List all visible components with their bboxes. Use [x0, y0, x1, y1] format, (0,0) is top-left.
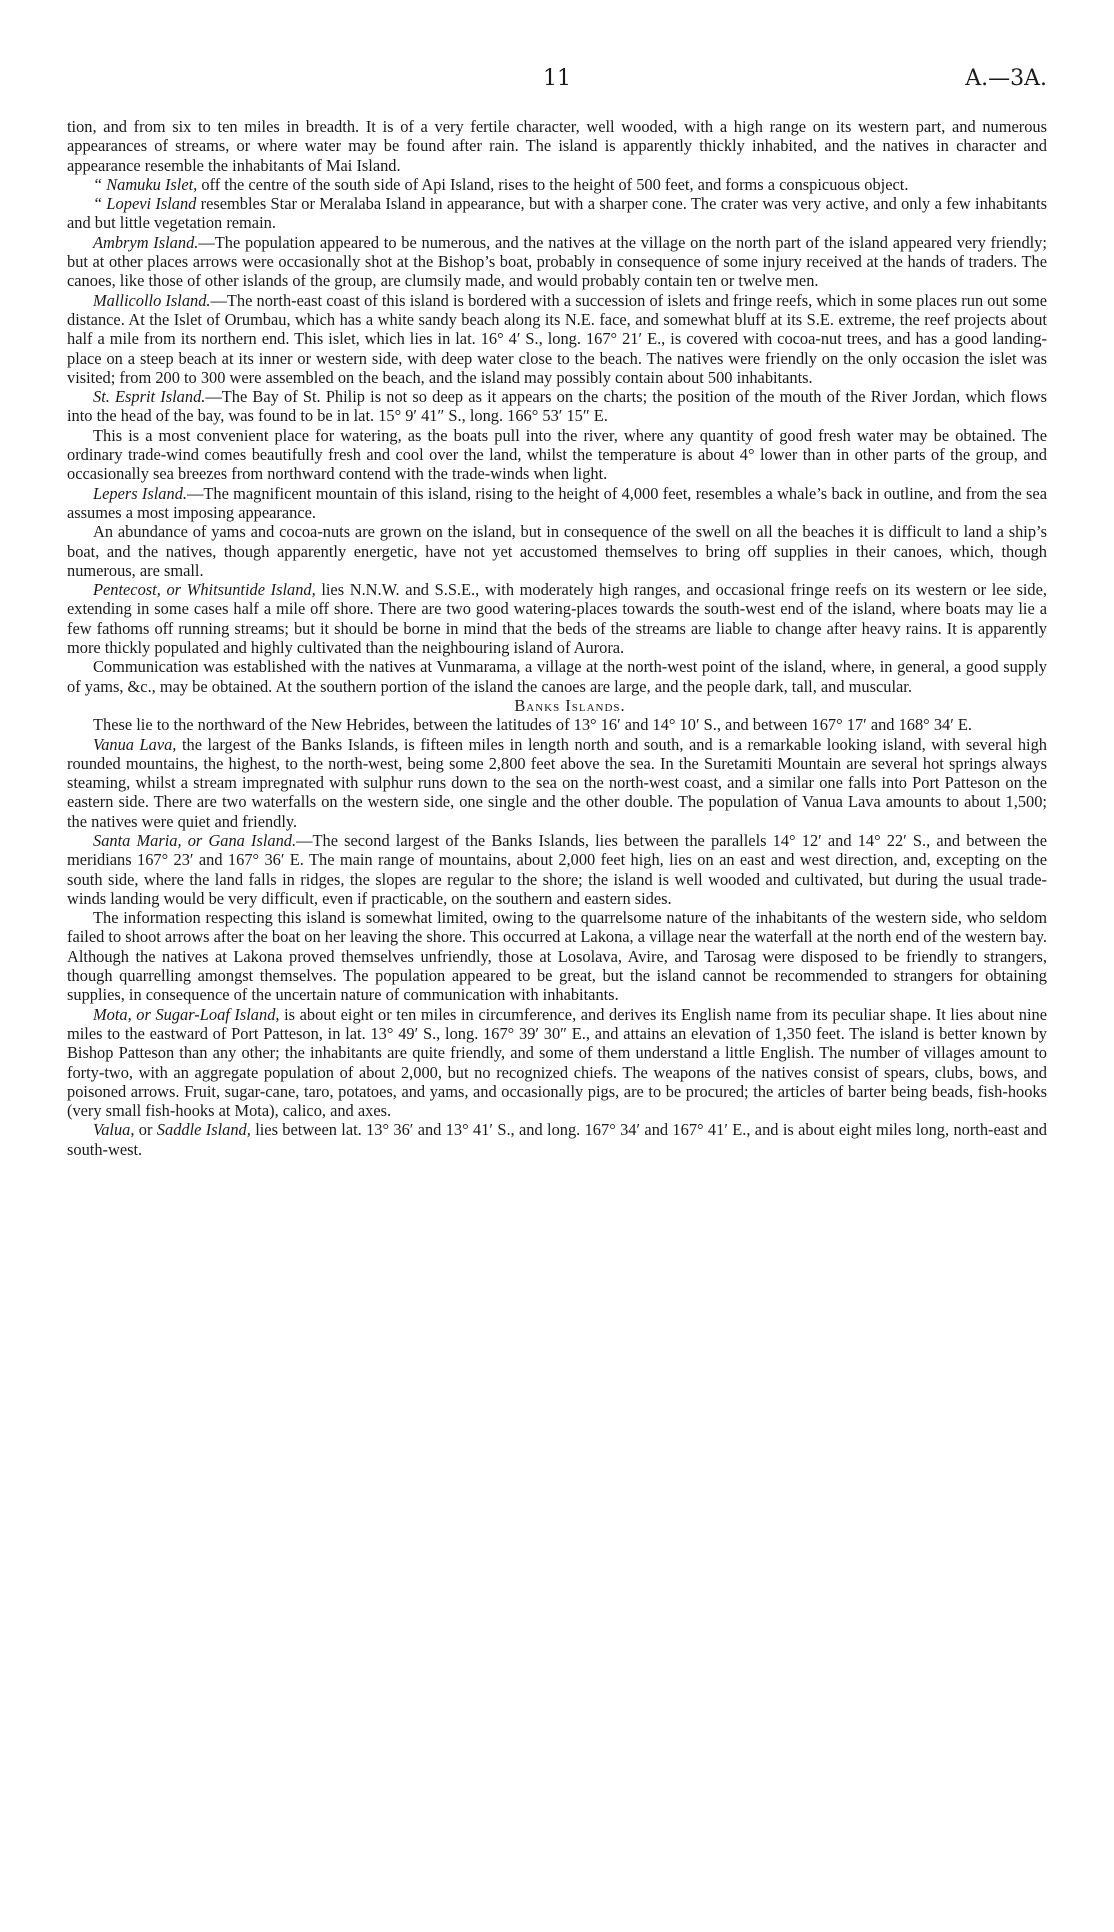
paragraph-text: or	[134, 1120, 157, 1140]
paragraph-text: —The magnificent mountain of this island, rising to the height of 4,000 feet, resembles a whale’s back in outline, and from the sea assumes a most imposing appearance.	[67, 483, 1047, 522]
paragraph	[67, 175, 1047, 194]
paragraph	[67, 522, 1047, 580]
paragraph	[67, 426, 1047, 484]
paragraph-text: —The north-east coast of this island is bordered with a succession of islets and fringe reefs, which in some places run out some distance. At the Islet of Orumbau, which has a white sandy beach along its N.E. face, and somewhat bluff at its S.E. extreme, the reef projects about half a mile from its northern end. This islet, which lies in lat. 16° 4′ S., long. 167° 21′ E., is covered with cocoa-nut trees, and has a good landing-place on a steep beach at its inner or western side, with deep water close to the beach. The natives were friendly on the only occasion the islet was visited; from 200 to 300 were assembled on the beach, and the island may possibly contain about 500 inhabitants.	[67, 290, 1047, 387]
paragraph-lead: St. Esprit Island.	[93, 387, 206, 407]
paragraph-lead: Valua,	[93, 1120, 135, 1140]
paragraph-lead: Santa Maria, or Gana Island.	[93, 830, 297, 850]
paragraph-text: An abundance of yams and cocoa-nuts are grown on the island, but in consequence of the swell on all the beaches it is difficult to land a ship’s boat, and the natives, though apparently energetic, have not yet accustomed themselves to bring off supplies in their canoes, which, though numerous, are small.	[67, 522, 1047, 580]
paragraph	[67, 735, 1047, 831]
paragraph	[67, 291, 1047, 387]
page-number: 11	[543, 66, 571, 91]
paragraph-text: resembles Star or Meralaba Island in appearance, but with a sharper cone. The crater was very active, and only a few inhabitants and but little vegetation remain.	[67, 194, 1047, 233]
paragraph-text: —The second largest of the Banks Islands, lies between the parallels 14° 12′ and 14° 22′ S., and between the meridians 167° 23′ and 167° 36′ E. The main range of mountains, about 2,000 feet high, lies on an east and west direction, and, excepting on the south side, where the land falls in ridges, the slopes are regular to the shore; the island is well wooded and cultivated, but during the usual trade-winds landing would be very difficult, even if practicable, on the southern and eastern sides.	[67, 830, 1047, 908]
paragraph-text: off the centre of the south side of Api Island, rises to the height of 500 feet, and forms a conspicuous object.	[197, 174, 909, 194]
paragraph-lead: Mallicollo Island.	[93, 290, 211, 310]
paragraph-text: This is a most convenient place for watering, as the boats pull into the river, where any quantity of good fresh water may be obtained. The ordinary trade-wind comes beautifully fresh and cool over the land, whilst the temperature is about 4° lower than in other parts of the group, and occasionally sea breezes from northward contend with the trade-winds when light.	[67, 425, 1047, 484]
paragraph	[67, 387, 1047, 426]
paragraph-text: the largest of the Banks Islands, is fifteen miles in length north and south, and is a remarkable looking island, with several high rounded mountains, the highest, to the north-west, being some 2,800 feet above the sea. In the Suretamiti Mountain are several hot springs always steaming, whilst a stream impregnated with sulphur runs down to the sea on the north-west coast, and a similar one falls into Port Patteson on the eastern side. There are two waterfalls on the western side, one single and the other double. The population of Vanua Lava amounts to about 1,500; the natives were quiet and friendly.	[67, 734, 1047, 831]
page-header	[67, 66, 1047, 102]
paragraph	[67, 1005, 1047, 1121]
document-code: A.—3A.	[965, 66, 1047, 91]
paragraph-text: —The Bay of St. Philip is not so deep as it appears on the charts; the position of the mouth of the River Jordan, which flows into the head of the bay, was found to be in lat. 15° 9′ 41″ S., long. 166° 53′ 15″ E.	[67, 387, 1047, 426]
paragraph	[67, 484, 1047, 523]
paragraph-lead: Vanua Lava,	[93, 734, 177, 754]
body-text	[67, 117, 1047, 1159]
paragraph-lead: Ambrym Island.	[93, 232, 199, 252]
paragraph-lead: “ Namuku Islet,	[93, 174, 198, 194]
paragraph-lead: Pentecost, or Whitsuntide Island,	[93, 580, 316, 600]
paragraph-text: lies N.N.W. and S.S.E., with moderately high ranges, and occasional fringe reefs on its western or lee side, extending in some cases half a mile off shore. There are two good watering-places towards the south-west end of the island, where boats may lie a few fathoms off running streams; but it should be borne in mind that the beds of the streams are liable to change after heavy rains. It is apparently more thickly populated and highly cultivated than the neighbouring island of Aurora.	[67, 580, 1047, 658]
paragraph-text: lies between lat. 13° 36′ and 13° 41′ S., and long. 167° 34′ and 167° 41′ E., and is about eight miles long, north-east and south-west.	[67, 1120, 1047, 1159]
paragraph-lead: Mota, or Sugar-Loaf Island,	[93, 1004, 280, 1024]
paragraph	[67, 580, 1047, 657]
paragraph-text: Communication was established with the natives at Vunmarama, a village at the north-west point of the island, where, in general, a good supply of yams, &c., may be obtained. At the southern portion of the island the canoes are large, and the people dark, tall, and muscular.	[67, 657, 1047, 696]
paragraph	[67, 831, 1047, 908]
paragraph-lead: “ Lopevi Island	[93, 194, 197, 214]
paragraph-text: The information respecting this island is somewhat limited, owing to the quarrelsome nature of the inhabitants of the western side, who seldom failed to shoot arrows after the boat on her leaving the shore. This occurred at Lakona, a village near the waterfall at the north end of the western bay. Although the natives at Lakona proved themselves unfriendly, those at Losolava, Avire, and Tarosag were disposed to be friendly to strangers, though quarrelling amongst themselves. The population appeared to be great, but the island cannot be recommended to strangers for obtaining supplies, in consequence of the uncertain nature of communication with inhabitants.	[67, 908, 1047, 1005]
paragraph-text: —The population appeared to be numerous, and the natives at the village on the north part of the island appeared very friendly; but at other places arrows were occasionally shot at the Bishop’s boat, probably in consequence of some injury received at the hands of traders. The canoes, like those of other islands of the group, are clumsily made, and would probably contain ten or twelve men.	[67, 232, 1047, 291]
paragraph	[67, 1120, 1047, 1159]
paragraph	[67, 233, 1047, 291]
paragraph-text: is about eight or ten miles in circumference, and derives its English name from its peculiar shape. It lies about nine miles to the eastward of Port Patteson, in lat. 13° 49′ S., long. 167° 39′ 30″ E., and attains an elevation of 1,350 feet. The island is better known by Bishop Patteson than any other; the inhabitants are quite friendly, and some of them understand a little English. The number of villages amount to forty-two, with an aggregate population of about 2,000, but no recognized chiefs. The weapons of the natives consist of spears, clubs, bows, and poisoned arrows. Fruit, sugar-cane, taro, potatoes, and yams, and occasionally pigs, are to be procured; the articles of barter being beads, fish-hooks (very small fish-hooks at Mota), calico, and axes.	[67, 1004, 1047, 1121]
paragraph	[67, 715, 1047, 734]
paragraph	[67, 657, 1047, 696]
paragraph	[67, 117, 1047, 175]
paragraph-lead: Lepers Island.	[93, 483, 187, 503]
paragraph-lead: Saddle Island,	[156, 1120, 251, 1140]
paragraph-text: tion, and from six to ten miles in breadth. It is of a very fertile character, well wooded, with a high range on its western part, and numerous appearances of streams, or where water may be found after rain. The island is apparently thickly inhabited, and the natives in character and appearance resemble the inhabitants of Mai Island.	[67, 117, 1047, 175]
paragraph	[67, 194, 1047, 233]
section-heading: Banks Islands.	[514, 695, 626, 715]
paragraph-text: These lie to the northward of the New Hebrides, between the latitudes of 13° 16′ and 14° 10′ S., and between 167° 17′ and 168° 34′ E.	[93, 715, 973, 735]
paragraph	[67, 908, 1047, 1004]
